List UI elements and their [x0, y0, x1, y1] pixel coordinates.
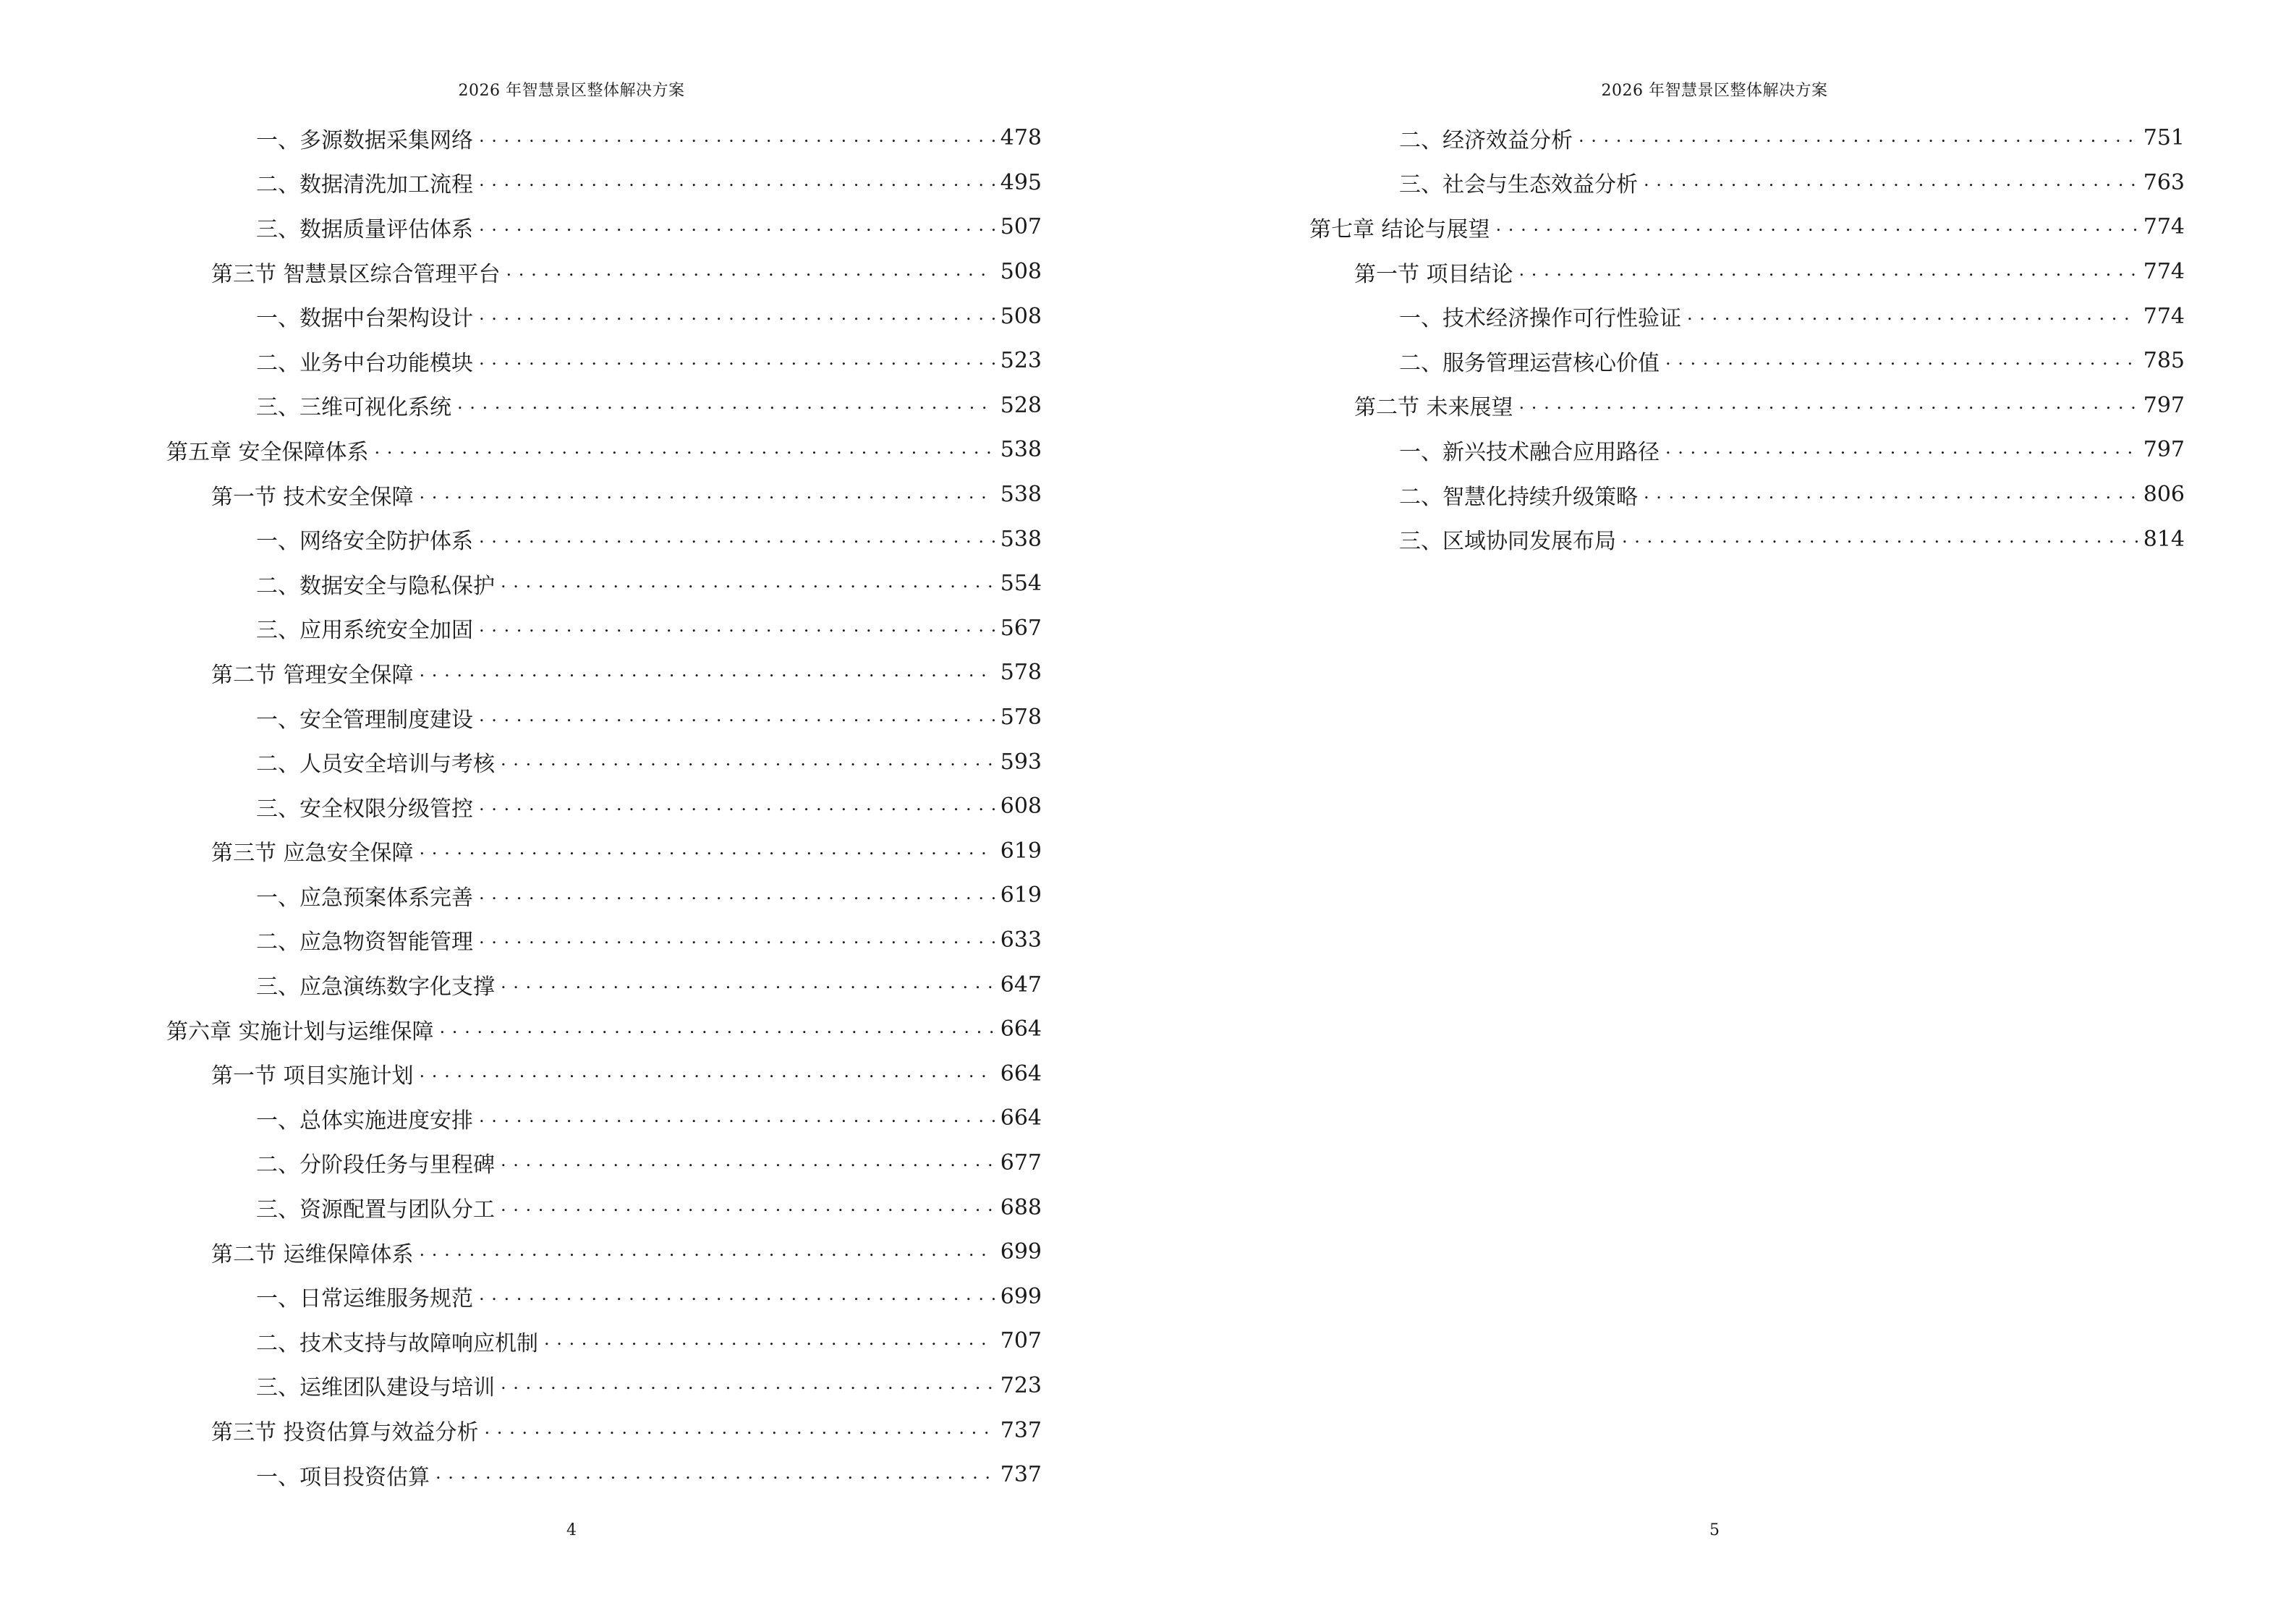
toc-entry[interactable] [166, 739, 1042, 784]
toc-entry-page: 633 [1000, 927, 1042, 953]
toc-entry[interactable] [166, 1408, 1042, 1453]
toc-entry-title: 三、应急演练数字化支撑 [256, 974, 495, 1000]
toc-entry-page: 664 [1000, 1016, 1042, 1042]
dot-leader [501, 1196, 995, 1218]
toc-entry-title: 一、多源数据采集网络 [256, 127, 473, 153]
dot-leader [479, 929, 995, 951]
dot-leader [501, 1374, 995, 1396]
toc-entry-page: 608 [1000, 794, 1042, 820]
toc-entry[interactable] [1309, 383, 2185, 428]
dot-leader [1578, 127, 2138, 149]
toc-entry-page: 495 [1000, 169, 1042, 195]
toc-entry-page: 567 [1000, 615, 1042, 641]
page-number: 4 [566, 1521, 577, 1539]
toc-entry[interactable] [166, 1185, 1042, 1230]
dot-leader [420, 1241, 995, 1263]
toc-entry-page: 806 [2143, 482, 2185, 508]
toc-entry[interactable] [166, 918, 1042, 963]
toc-entry-title: 第一节 技术安全保障 [211, 484, 414, 510]
toc-entry[interactable] [166, 1364, 1042, 1408]
toc-entry-title: 二、经济效益分析 [1399, 127, 1573, 153]
toc-entry-title: 第三节 应急安全保障 [211, 841, 414, 867]
toc-entry[interactable] [166, 428, 1042, 472]
toc-entry-page: 774 [2143, 259, 2185, 285]
dot-leader [501, 974, 995, 995]
dot-leader [501, 751, 995, 773]
toc-entry[interactable] [166, 962, 1042, 1007]
toc-entry-page: 664 [1000, 1105, 1042, 1131]
toc-entry-page: 578 [1000, 660, 1042, 686]
toc-entry-title: 第二节 未来展望 [1354, 395, 1513, 421]
toc-entry[interactable] [166, 383, 1042, 428]
dot-leader [479, 171, 995, 193]
toc-entry[interactable] [1309, 161, 2185, 205]
toc-entry-title: 二、服务管理运营核心价值 [1399, 350, 1660, 376]
dot-leader [1519, 261, 2138, 283]
page-header: 2026 年智慧景区整体解决方案 [458, 82, 685, 100]
toc-entry[interactable] [166, 116, 1042, 161]
dot-leader [457, 394, 995, 416]
dot-leader [479, 350, 995, 372]
dot-leader [435, 1464, 995, 1486]
toc-entry-page: 528 [1000, 392, 1042, 418]
toc-entry-title: 一、技术经济操作可行性验证 [1399, 306, 1681, 332]
dot-leader [506, 261, 995, 283]
toc-entry-page: 619 [1000, 838, 1042, 864]
toc-entry-title: 三、区域协同发展布局 [1399, 529, 1616, 555]
dot-leader [420, 1063, 995, 1084]
toc-entry-page: 774 [2143, 303, 2185, 329]
toc-entry[interactable] [166, 695, 1042, 740]
toc-entry-page: 619 [1000, 883, 1042, 909]
toc-entry[interactable] [1309, 294, 2185, 339]
toc-entry[interactable] [166, 873, 1042, 918]
toc-entry-title: 二、数据清洗加工流程 [256, 172, 473, 198]
toc-entry-page: 523 [1000, 348, 1042, 374]
toc-entry-page: 664 [1000, 1060, 1042, 1087]
toc-entry[interactable] [166, 1007, 1042, 1052]
dot-leader [479, 528, 995, 550]
dot-leader [479, 216, 995, 238]
toc-entry-title: 三、安全权限分级管控 [256, 796, 473, 822]
dot-leader [479, 707, 995, 728]
dot-leader [501, 573, 995, 595]
toc-entry[interactable] [166, 1274, 1042, 1319]
dot-leader [1665, 350, 2138, 372]
dot-leader [1687, 305, 2138, 327]
dot-leader [479, 1108, 995, 1129]
right-page [1143, 0, 2286, 1624]
toc-entry[interactable] [166, 472, 1042, 517]
toc-entry-title: 一、网络安全防护体系 [256, 529, 473, 555]
toc-entry-title: 三、资源配置与团队分工 [256, 1197, 495, 1223]
toc-entry-page: 508 [1000, 259, 1042, 285]
dot-leader [1644, 484, 2138, 506]
toc-entry-title: 第一节 项目结论 [1354, 261, 1513, 287]
toc-entry[interactable] [1309, 250, 2185, 294]
toc-entry-page: 797 [2143, 392, 2185, 418]
toc-entry-page: 763 [2143, 169, 2185, 195]
dot-leader [544, 1330, 995, 1352]
dot-leader [375, 439, 995, 461]
toc-entry-title: 一、安全管理制度建设 [256, 707, 473, 733]
toc-entry[interactable] [166, 829, 1042, 874]
toc-entry-page: 737 [1000, 1462, 1042, 1488]
toc-entry-title: 二、应急物资智能管理 [256, 930, 473, 956]
toc-entry-page: 593 [1000, 749, 1042, 775]
toc-entry-page: 699 [1000, 1283, 1042, 1309]
toc-entry[interactable] [166, 561, 1042, 606]
toc-entry-title: 二、技术支持与故障响应机制 [256, 1330, 538, 1356]
toc-entry-page: 538 [1000, 482, 1042, 508]
dot-leader [1665, 439, 2138, 461]
toc-entry-page: 797 [2143, 437, 2185, 463]
toc-entry-title: 第七章 结论与展望 [1309, 216, 1490, 242]
toc-entry[interactable] [1309, 339, 2185, 383]
toc-entry-title: 一、总体实施进度安排 [256, 1108, 473, 1134]
toc-entry[interactable] [166, 606, 1042, 651]
toc-entry[interactable] [166, 161, 1042, 205]
toc-entry-title: 二、人员安全培训与考核 [256, 752, 495, 778]
dot-leader [420, 484, 995, 506]
toc-entry[interactable] [166, 516, 1042, 561]
toc-entry-page: 688 [1000, 1194, 1042, 1220]
toc-entry-title: 第一节 项目实施计划 [211, 1063, 414, 1089]
toc-entry-page: 647 [1000, 972, 1042, 998]
page-number: 5 [1709, 1521, 1720, 1539]
toc-entry-title: 二、分阶段任务与里程碑 [256, 1152, 495, 1178]
toc-entry[interactable] [166, 1141, 1042, 1186]
toc-entry[interactable] [166, 1230, 1042, 1275]
toc-entry-page: 751 [2143, 125, 2185, 151]
toc-entry[interactable] [166, 650, 1042, 695]
toc-entry-page: 699 [1000, 1239, 1042, 1265]
toc-entry[interactable] [166, 339, 1042, 383]
dot-leader [479, 305, 995, 327]
toc-entry[interactable] [166, 1319, 1042, 1364]
dot-leader [1622, 528, 2138, 550]
toc-entry-page: 785 [2143, 348, 2185, 374]
toc-entry-title: 第三节 投资估算与效益分析 [211, 1420, 479, 1446]
toc-entry-title: 第五章 安全保障体系 [166, 439, 369, 465]
dot-leader [1496, 216, 2138, 238]
toc-entry-page: 538 [1000, 526, 1042, 552]
toc-entry-title: 三、社会与生态效益分析 [1399, 172, 1638, 198]
toc-entry[interactable] [166, 1051, 1042, 1096]
toc-entry-title: 第三节 智慧景区综合管理平台 [211, 261, 501, 287]
toc-entry[interactable] [1309, 428, 2185, 472]
dot-leader [479, 617, 995, 639]
page-header: 2026 年智慧景区整体解决方案 [1601, 82, 1828, 100]
toc-entry-page: 737 [1000, 1417, 1042, 1443]
toc-entry-title: 一、日常运维服务规范 [256, 1286, 473, 1312]
toc-entry-title: 三、数据质量评估体系 [256, 216, 473, 242]
toc-entry-title: 第二节 运维保障体系 [211, 1241, 414, 1267]
toc-entry-page: 707 [1000, 1328, 1042, 1354]
dot-leader [485, 1419, 995, 1441]
toc-entry-title: 三、运维团队建设与培训 [256, 1375, 495, 1401]
dot-leader [479, 885, 995, 906]
dot-leader [420, 840, 995, 862]
toc-entry-title: 二、智慧化持续升级策略 [1399, 484, 1638, 510]
toc-entry-title: 一、数据中台架构设计 [256, 306, 473, 332]
toc-entry-page: 723 [1000, 1372, 1042, 1398]
toc-entry[interactable] [1309, 205, 2185, 250]
toc-entry-page: 478 [1000, 125, 1042, 151]
toc-entry[interactable] [166, 1453, 1042, 1497]
toc-entry[interactable] [166, 205, 1042, 250]
toc-entry-page: 677 [1000, 1149, 1042, 1176]
toc-entry-title: 第六章 实施计划与运维保障 [166, 1019, 434, 1045]
toc-entry-title: 二、数据安全与隐私保护 [256, 573, 495, 599]
toc-entry-page: 578 [1000, 705, 1042, 731]
dot-leader [479, 796, 995, 817]
toc-entry-title: 三、应用系统安全加固 [256, 618, 473, 644]
toc-entry-page: 774 [2143, 214, 2185, 240]
toc-entry[interactable] [166, 294, 1042, 339]
table-of-contents [166, 116, 1042, 1497]
toc-entry-page: 538 [1000, 437, 1042, 463]
dot-leader [440, 1019, 995, 1040]
toc-entry[interactable] [166, 784, 1042, 829]
dot-leader [1644, 171, 2138, 193]
dot-leader [420, 662, 995, 684]
toc-entry[interactable] [1309, 516, 2185, 561]
toc-entry[interactable] [1309, 472, 2185, 517]
toc-entry-page: 507 [1000, 214, 1042, 240]
toc-entry[interactable] [166, 1096, 1042, 1141]
toc-entry-title: 二、业务中台功能模块 [256, 350, 473, 376]
dot-leader [1519, 394, 2138, 416]
dot-leader [479, 1285, 995, 1307]
toc-entry-title: 一、新兴技术融合应用路径 [1399, 439, 1660, 465]
dot-leader [501, 1152, 995, 1173]
dot-leader [479, 127, 995, 149]
toc-entry-title: 一、应急预案体系完善 [256, 885, 473, 911]
toc-entry-page: 554 [1000, 571, 1042, 597]
toc-entry-title: 三、三维可视化系统 [256, 395, 451, 421]
table-of-contents [1309, 116, 2185, 561]
toc-entry-page: 814 [2143, 526, 2185, 552]
toc-entry-title: 第二节 管理安全保障 [211, 662, 414, 688]
toc-entry[interactable] [1309, 116, 2185, 161]
toc-entry-title: 一、项目投资估算 [256, 1464, 430, 1490]
toc-entry-page: 508 [1000, 303, 1042, 329]
toc-entry[interactable] [166, 250, 1042, 294]
